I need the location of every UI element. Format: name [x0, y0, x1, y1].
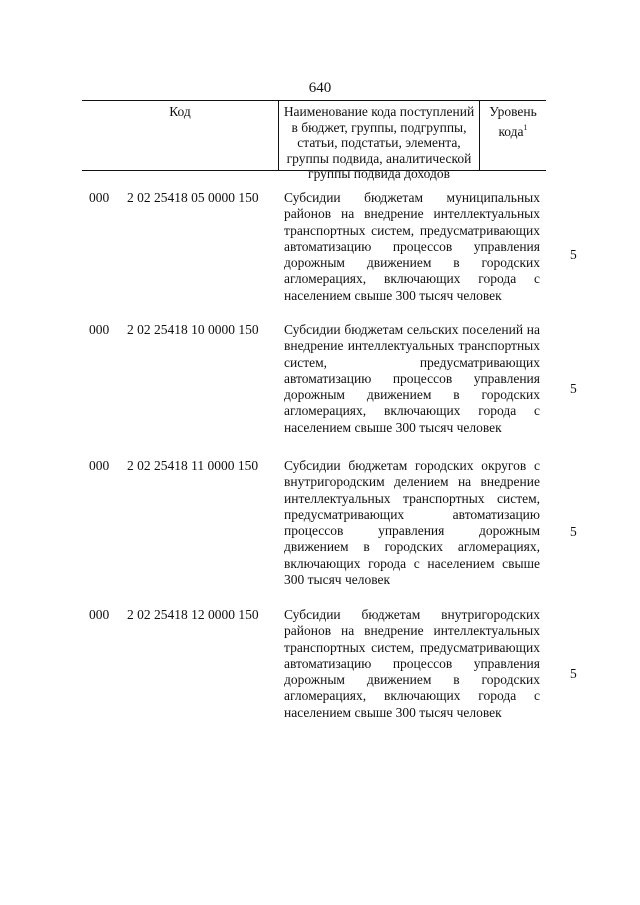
header-name-label: Наименование кода поступлений в бюджет, группы, подгруппы, статьи, подстатьи, элемента, группы подвида, аналитической группы подвида доходов — [283, 104, 475, 181]
income-code: 2 02 25418 12 0000 150 — [127, 607, 259, 622]
income-code: 2 02 25418 11 0000 150 — [127, 458, 259, 473]
admin-code: 000 — [89, 458, 110, 473]
page-number: 640 — [308, 80, 332, 96]
table-header — [82, 100, 546, 181]
code-level: 5 — [570, 666, 577, 681]
header-code-label: Код — [169, 104, 191, 119]
code-level: 5 — [570, 247, 577, 262]
income-code: 2 02 25418 05 0000 150 — [127, 190, 259, 205]
income-description: Субсидии бюджетам городских округов с внутригородским делением на внедрение интеллектуальных транспортных систем, предусматривающих автоматизацию процессов управления дорожным движением в городских агломерациях, включающих города с населением свыше 300 тысяч человек — [284, 458, 540, 588]
income-description: Субсидии бюджетам сельских поселений на внедрение интеллектуальных транспортных систем, предусматривающих автоматизацию процессов управления дорожным движением в городских агломерациях, включающих города с населением свыше 300 тысяч человек — [284, 322, 540, 435]
income-description: Субсидии бюджетам муниципальных районов на внедрение интеллектуальных транспортных систем, предусматривающих автоматизацию процессов управления дорожным движением в городских агломерациях, включающих города с населением свыше 300 тысяч человек — [284, 190, 540, 303]
admin-code: 000 — [89, 190, 110, 205]
header-level-column — [480, 101, 546, 170]
income-description: Субсидии бюджетам внутригородских районов на внедрение интеллектуальных транспортных систем, предусматривающих автоматизацию процессов управления дорожным движением в городских агломерациях, включающих города с населением свыше 300 тысяч человек — [284, 607, 540, 720]
code-level: 5 — [570, 381, 577, 396]
header-name-column — [279, 101, 480, 181]
header-code-column — [82, 101, 279, 170]
header-level-footnote: 1 — [523, 122, 528, 132]
code-level: 5 — [570, 524, 577, 539]
income-code: 2 02 25418 10 0000 150 — [127, 322, 259, 337]
admin-code: 000 — [89, 322, 110, 337]
header-level-label: Уровень кода — [489, 104, 537, 139]
admin-code: 000 — [89, 607, 110, 622]
